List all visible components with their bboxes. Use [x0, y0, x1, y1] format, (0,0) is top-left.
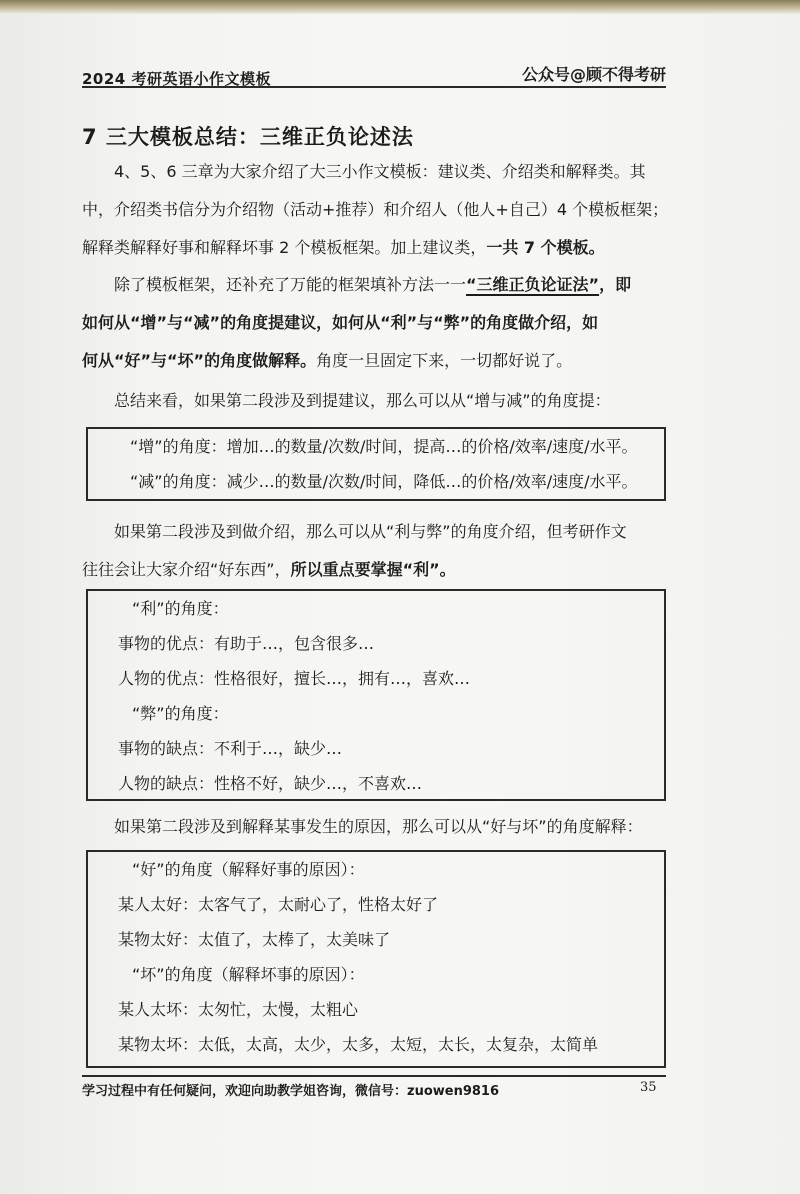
method-line-3-bold: 何从“好”与“坏”的角度做解释。: [82, 351, 317, 370]
introduce-line-1: 如果第二段涉及到做介绍，那么可以从“利与弊”的角度介绍，但考研作文: [114, 522, 627, 541]
introduce-paragraph: [82, 513, 666, 589]
intro-line-3-text: 解释类解释好事和解释坏事 2 个模板框架。加上建议类，: [82, 238, 487, 257]
introduce-box: [86, 589, 666, 801]
method-line-1-text: 除了模板框架，还补充了万能的框架填补方法一一: [114, 275, 467, 294]
explain-box-line: 某物太坏：太低，太高，太少，太多，太短，太长，太复杂，太简单: [118, 1035, 599, 1054]
introduce-line-2: [82, 551, 666, 589]
footer-rule: [82, 1075, 666, 1077]
introduce-box-line: “利”的角度：: [132, 599, 229, 618]
intro-total-count: 一共 7 个模板。: [486, 238, 605, 257]
intro-line-2: 中，介绍类书信分为介绍物（活动+推荐）和介绍人（他人+自己）4 个模板框架；: [82, 200, 669, 219]
explain-lead: [82, 808, 666, 846]
introduce-line-2-text: 往往会让大家介绍“好东西”，: [82, 560, 291, 579]
intro-line-1: 4、5、6 三章为大家介绍了大三小作文模板：建议类、介绍类和解释类。其: [114, 162, 646, 181]
introduce-box-line: “弊”的角度：: [132, 704, 229, 723]
explain-box: [86, 850, 666, 1068]
method-name: “三维正负论证法”: [466, 275, 600, 294]
header-account: 公众号@顾不得考研: [521, 65, 666, 84]
suggest-box-line-1: “增”的角度：增加…的数量/次数/时间，提高…的价格/效率/速度/水平。: [130, 437, 638, 456]
method-line-3-text: 角度一旦固定下来，一切都好说了。: [316, 351, 573, 370]
explain-box-line: “坏”的角度（解释坏事的原因）：: [132, 965, 365, 984]
method-paragraph: [82, 266, 666, 380]
explain-lead-line: 如果第二段涉及到解释某事发生的原因，那么可以从“好与坏”的角度解释：: [114, 817, 643, 836]
suggest-box: [86, 427, 666, 501]
introduce-box-line: 事物的优点：有助于…，包含很多…: [118, 634, 375, 653]
explain-box-line: 某人太好：太客气了，太耐心了，性格太好了: [118, 895, 439, 914]
introduce-box-line: 人物的优点：性格很好，擅长…，拥有…，喜欢…: [118, 669, 471, 688]
method-line-2: 如何从“增”与“减”的角度提建议，如何从“利”与“弊”的角度做介绍，如: [82, 313, 599, 332]
method-line-1: [82, 266, 666, 304]
explain-box-line: 某人太坏：太匆忙，太慢，太粗心: [118, 1000, 359, 1019]
intro-paragraph: [82, 153, 669, 267]
intro-line-3: [82, 229, 666, 267]
header-book-title: 2024 考研英语小作文模板: [82, 70, 271, 88]
section-title: 7 三大模板总结：三维正负论述法: [82, 125, 414, 149]
running-header: [82, 62, 666, 88]
page-top-edge: [0, 0, 800, 14]
suggest-lead-line: 总结来看，如果第二段涉及到提建议，那么可以从“增与减”的角度提：: [114, 391, 611, 410]
explain-box-line: 某物太好：太值了，太棒了，太美味了: [118, 930, 391, 949]
method-line-3: [82, 342, 666, 380]
method-line-1-tail: ，即: [599, 275, 632, 294]
introduce-box-line: 人物的缺点：性格不好，缺少…，不喜欢…: [118, 774, 423, 793]
footer-contact: 学习过程中有任何疑问，欢迎向助教学姐咨询，微信号：zuowen9816: [82, 1084, 500, 1099]
introduce-box-line: 事物的缺点：不利于…，缺少…: [118, 739, 343, 758]
suggest-lead: [82, 382, 666, 420]
page-number: 35: [640, 1080, 657, 1095]
suggest-box-line-2: “减”的角度：减少…的数量/次数/时间，降低…的价格/效率/速度/水平。: [130, 472, 638, 491]
explain-box-line: “好”的角度（解释好事的原因）：: [132, 860, 365, 879]
introduce-line-2-bold: 所以重点要掌握“利”。: [290, 560, 456, 579]
